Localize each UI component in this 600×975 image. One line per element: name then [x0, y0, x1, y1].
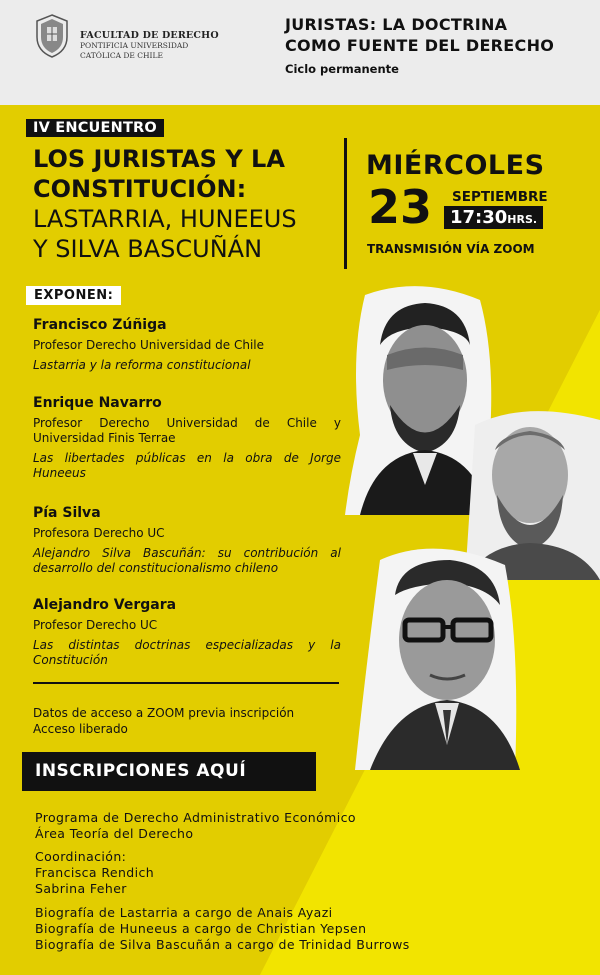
speaker-role: Profesora Derecho UC	[33, 526, 165, 540]
event-broadcast: TRANSMISIÓN VÍA ZOOM	[367, 242, 535, 256]
speaker-topic: Las libertades públicas en la obra de Jorge Huneeus	[33, 451, 341, 480]
speaker-role: Profesor Derecho Universidad de Chile y Universidad Finis Terrae	[33, 416, 341, 445]
event-title	[33, 144, 297, 264]
program-info	[35, 810, 356, 842]
event-month: SEPTIEMBRE	[452, 189, 548, 205]
faculty-name: FACULTAD DE DERECHO	[80, 30, 219, 41]
series-title-line2: COMO FUENTE DEL DERECHO	[285, 36, 555, 55]
access-line2: Acceso liberado	[33, 722, 128, 736]
speaker-role: Profesor Derecho Universidad de Chile	[33, 338, 264, 352]
event-time: 17:30	[450, 207, 508, 228]
speaker-name: Alejandro Vergara	[33, 597, 177, 613]
speaker-card	[33, 317, 341, 373]
series-subtitle: Ciclo permanente	[285, 62, 399, 76]
speaker-name: Pía Silva	[33, 505, 101, 521]
divider-vertical	[344, 138, 347, 269]
biography-credit: Biografía de Lastarria a cargo de Anais Ayazi	[35, 905, 333, 920]
speakers-label: EXPONEN:	[26, 286, 121, 305]
coordinator-name: Francisca Rendich	[35, 865, 155, 880]
access-info	[33, 705, 294, 737]
speaker-name: Francisco Zúñiga	[33, 317, 167, 333]
biography-credit: Biografía de Huneeus a cargo de Christian Yepsen	[35, 921, 367, 936]
coordinator-name: Sabrina Feher	[35, 881, 127, 896]
access-line1: Datos de acceso a ZOOM previa inscripción	[33, 706, 295, 720]
series-title-line1: JURISTAS: LA DOCTRINA	[285, 15, 508, 34]
speaker-topic: Lastarria y la reforma constitucional	[33, 358, 251, 372]
speaker-topic: Las distintas doctrinas especializadas y la Constitución	[33, 638, 341, 667]
event-day: 23	[368, 180, 433, 234]
header-zigzag-edge	[0, 86, 600, 108]
program-line2: Área Teoría del Derecho	[35, 826, 194, 841]
register-button[interactable]: INSCRIPCIONES AQUÍ	[22, 752, 316, 791]
event-time-box	[444, 206, 543, 229]
speaker-card	[33, 505, 341, 576]
event-title-line1: LOS JURISTAS Y LA	[33, 145, 285, 173]
program-line1: Programa de Derecho Administrativo Económico	[35, 810, 356, 825]
event-title-line2: CONSTITUCIÓN:	[33, 175, 247, 203]
biography-credits	[35, 905, 410, 953]
university-seal-icon	[33, 13, 71, 59]
coordination-info	[35, 849, 154, 897]
event-title-line3: LASTARRIA, HUNEEUS	[33, 205, 297, 233]
speaker-role: Profesor Derecho UC	[33, 618, 158, 632]
speaker-card	[33, 395, 341, 481]
speaker-topic: Alejandro Silva Bascuñán: su contribución al desarrollo del constitucionalismo chileno	[33, 546, 341, 575]
event-time-suffix: HRS.	[507, 213, 538, 226]
series-heading	[285, 14, 554, 76]
event-title-line4: Y SILVA BASCUÑÁN	[33, 235, 263, 263]
divider-horizontal	[33, 682, 339, 684]
university-line2: CATÓLICA DE CHILE	[80, 51, 163, 60]
speaker-name: Enrique Navarro	[33, 395, 162, 411]
coordination-label: Coordinación:	[35, 849, 127, 864]
university-line1: PONTIFICIA UNIVERSIDAD	[80, 41, 189, 50]
event-weekday: MIÉRCOLES	[366, 150, 545, 181]
speaker-card	[33, 597, 341, 668]
event-badge: IV ENCUENTRO	[26, 119, 164, 137]
faculty-logo-text	[80, 30, 219, 61]
portrait-silva-bascunan-image	[355, 545, 520, 770]
biography-credit: Biografía de Silva Bascuñán a cargo de Trinidad Burrows	[35, 937, 410, 952]
